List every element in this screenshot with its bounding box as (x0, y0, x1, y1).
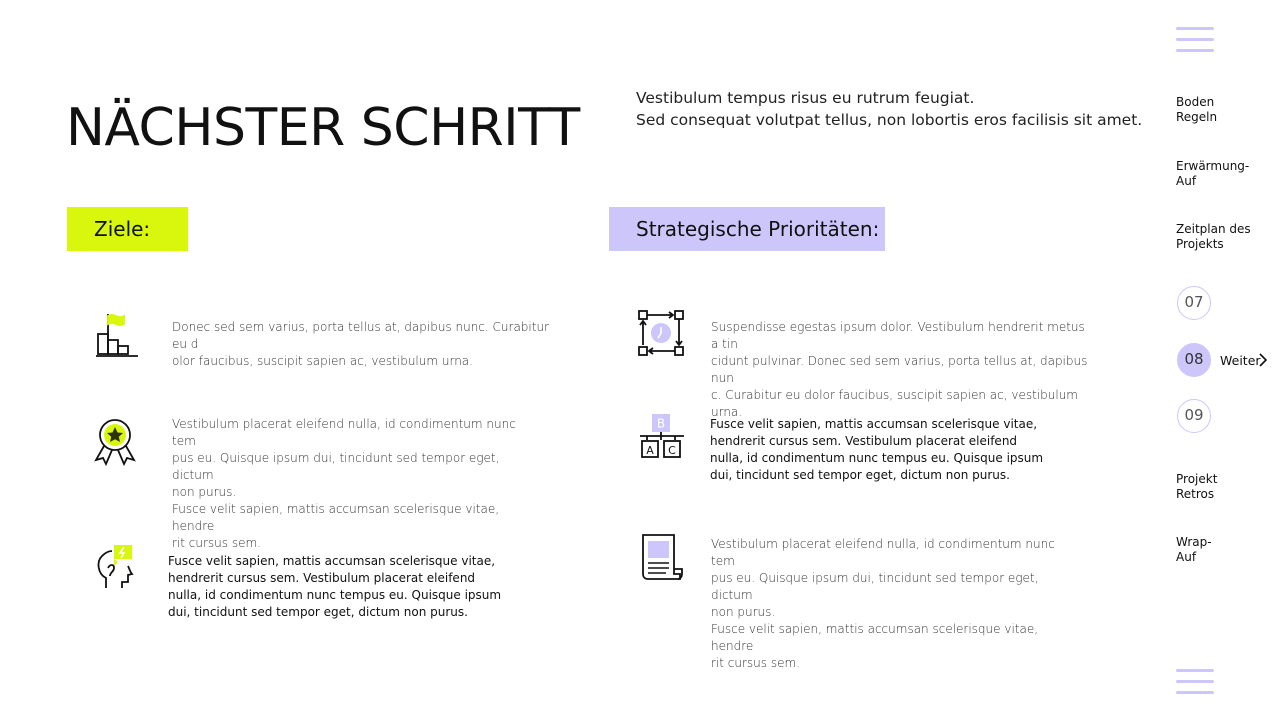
icon-letter-b: B (656, 416, 666, 431)
icon-letter-c: C (668, 444, 676, 457)
goals-heading: Ziele: (67, 207, 188, 251)
goal-item-3-text: Fusce velit sapien, mattis accumsan scelerisque vitae, hendrerit cursus sem. Vestibulum placerat eleifend nulla, id condimentum nunc tempus eu. Quisque ipsum dui, tincidunt sed tempor eget, dictum non purus. (168, 554, 502, 619)
priority-item-3-text: Vestibulum placerat eleifend nulla, id condimentum nunc tem pus eu. Quisque ipsum dui, tincidunt sed tempor eget, dictum non purus. Fusce velit sapien, mattis accumsan scelerisque vitae, hendre rit cursus sem. (711, 537, 1055, 670)
nav-link-zeitplan[interactable]: Zeitplan des Projekts (1176, 222, 1251, 251)
page-title: NÄCHSTER SCHRITT (66, 98, 580, 158)
intro-text (636, 87, 1143, 131)
nav-link-wrap-auf[interactable]: Wrap- Auf (1176, 535, 1212, 564)
priority-item-2-text: Fusce velit sapien, mattis accumsan scelerisque vitae, hendrerit cursus sem. Vestibulum placerat eleifend nulla, id condimentum nunc tempus eu. Quisque ipsum dui, tincidunt sed tempor eget, dictum non purus. (710, 417, 1044, 482)
icon-letter-a: A (646, 444, 654, 457)
next-button[interactable]: Weiter (1220, 353, 1261, 368)
chevron-right-icon[interactable] (1258, 352, 1268, 368)
nav-link-erwaermung-auf[interactable]: Erwärmung- Auf (1176, 159, 1250, 188)
priority-item-1-text: Suspendisse egestas ipsum dolor. Vestibulum hendrerit metus a tin cidunt pulvinar. Donec sed sem varius, porta tellus at, dapibus nun c. Curabitur eu dolor faucibus, suscipit sapien ac, vestibulum urna. (711, 320, 1088, 419)
goal-item-1-text: Donec sed sem varius, porta tellus at, dapibus nunc. Curabitur eu d olor faucibus, suscipit sapien ac, vestibulum urna. (172, 320, 549, 368)
factory-flag-icon (92, 310, 142, 360)
menu-icon-top[interactable] (1176, 27, 1214, 53)
page-09-button[interactable]: 09 (1177, 399, 1211, 433)
intro-line-1: Vestibulum tempus risus eu rutrum feugiat. (636, 89, 975, 107)
menu-icon-bottom[interactable] (1176, 669, 1214, 695)
nav-link-boden-regeln[interactable]: Boden Regeln (1176, 95, 1218, 124)
intro-line-2: Sed consequat volutpat tellus, non lobortis eros facilisis sit amet. (636, 111, 1143, 129)
page-08-button[interactable]: 08 (1177, 343, 1211, 377)
priorities-heading: Strategische Prioritäten: (609, 207, 885, 251)
award-ribbon-icon (90, 416, 140, 466)
process-flow-icon (636, 308, 686, 358)
goal-item-2-text: Vestibulum placerat eleifend nulla, id condimentum nunc tem pus eu. Quisque ipsum dui, tincidunt sed tempor eget, dictum non purus. Fusce velit sapien, mattis accumsan scelerisque vitae, hendre rit cursus sem. (172, 417, 516, 550)
head-idea-icon (92, 542, 142, 592)
document-icon (636, 532, 686, 582)
abc-blocks-icon (637, 412, 687, 462)
nav-link-projekt-retros[interactable]: Projekt Retros (1176, 472, 1218, 501)
page-07-button[interactable]: 07 (1177, 286, 1211, 320)
